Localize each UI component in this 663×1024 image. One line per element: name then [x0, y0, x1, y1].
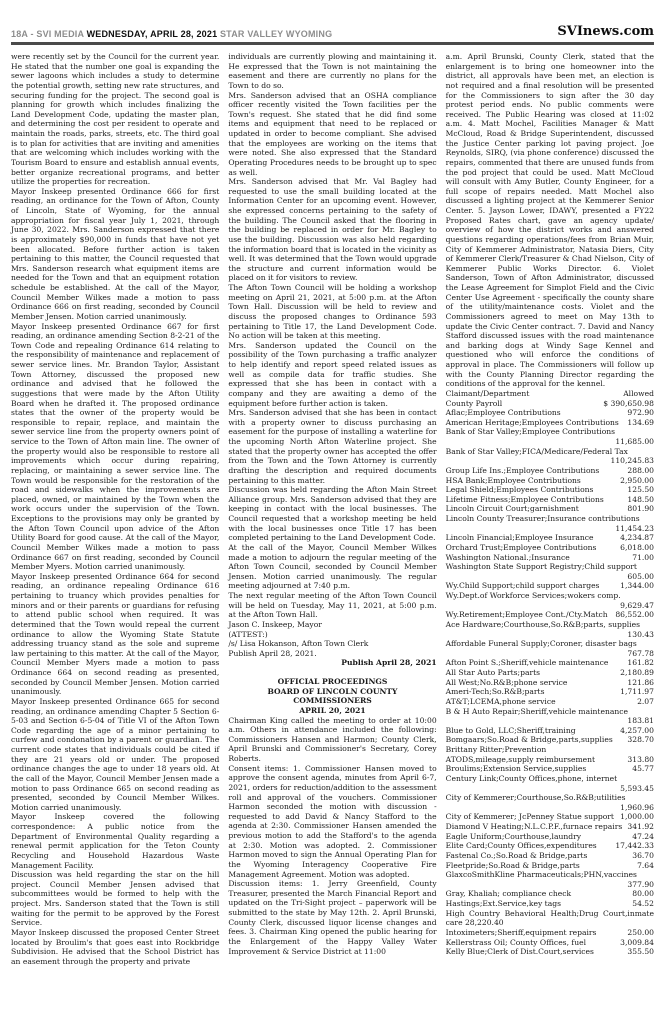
ledger-amount: 71.00 [632, 552, 654, 562]
ledger-row [446, 476, 654, 486]
paragraph [228, 283, 436, 341]
ledger-amount: 377.90 [627, 879, 654, 889]
ledger-amount: 11,454.23 [615, 523, 654, 533]
ledger-row-stacked [446, 870, 654, 889]
ledger-label: Bank of Star Valley;Employee Contributions [445, 427, 616, 437]
ledger-amount: 250.00 [627, 927, 654, 937]
block-text: Mrs. Sanderson advised that an OSHA compliance officer recently visited the Town facilities per the Town's request. She stated that he did find some items and equipment that need to be replaced or updated in order to become compliant. She advised that the employees are working on the items that were noted. She also expressed that the Standard Operating Procedures needs to be brought up to spec as well. [228, 90, 437, 177]
ledger-row [446, 861, 654, 871]
ledger-label: Eagle Uniform;Courthouse,laundry [445, 831, 582, 841]
ledger-row-wrapped [446, 745, 654, 764]
ledger-amount: 6,018.00 [620, 542, 654, 552]
ledger-label: Orchard Trust;Employee Contributions [445, 542, 597, 552]
ledger-amount: 341.92 [627, 822, 654, 831]
section-heading [228, 687, 436, 706]
ledger-row [446, 399, 654, 409]
section-heading [228, 677, 436, 687]
ledger-amount: 134.69 [627, 417, 654, 427]
ledger-label: Kellerstrass Oil; County Offices, fuel [445, 937, 587, 947]
ledger-amount: $ 390,650.98 [603, 398, 654, 408]
ledger-label: Washington National.;Insurance [445, 552, 570, 562]
ledger-row-stacked [446, 427, 654, 446]
block-text: High Country Behavioral Health;Drug Court,inmate care 28,220.40 [445, 908, 654, 928]
paragraph [228, 716, 436, 764]
ledger-amount: 1,344.00 [620, 581, 654, 591]
ledger-label: Brittany Ritter;Prevention ATODS,mileage,supply reimbursement [445, 745, 596, 764]
ledger-label: Ace Hardware;Courthouse,So.R&B;parts, supplies [445, 619, 640, 629]
block-text: At the call of the Mayor, Council Member Wilkes made a motion to adjourn the regular meeting of the Afton Town Council, seconded by Council Member Jensen. Motion carried unanimously. The regular meeting adjourned at 7:40 p.m. [228, 542, 437, 591]
ledger-amount: 1,000.00 [620, 812, 654, 822]
ledger-amount: 86,552.00 [615, 610, 654, 620]
paragraph [228, 764, 436, 880]
ledger-row [446, 408, 654, 418]
ledger-row-stacked [446, 562, 654, 581]
block-text: Mayor Inskeep covered the following correspondence: A public notice from the Department of Environmental Quality regarding a renewal permit application for the Teton County Recycling and Household Hazardous Waste Management Facility. [11, 812, 220, 870]
ledger-row [446, 764, 654, 774]
block-text: BOARD OF LINCOLN COUNTY COMMISSIONERS [267, 686, 398, 706]
block-text: The next regular meeting of the Afton Town Council will be held on Tuesday, May 11, 2021, at 5:00 p.m. at the Afton Town Hall. [228, 591, 437, 620]
ledger-amount: Allowed [623, 388, 654, 398]
paragraph [11, 697, 219, 813]
block-text: Jason C. Inskeep, Mayor [228, 619, 322, 629]
ledger-row-stacked [446, 591, 654, 610]
ledger-amount: 1,960.96 [620, 802, 654, 812]
ledger-row-stacked [446, 793, 654, 812]
ledger-row-stacked [446, 514, 654, 533]
ledger-amount: 17,442.33 [615, 841, 654, 851]
paragraph [446, 909, 654, 928]
spacer [228, 668, 436, 677]
paragraph [228, 408, 436, 485]
ledger-row [446, 726, 654, 736]
ledger-label: Wy.Retirement;Employee Cont./Cty.Match [445, 610, 608, 620]
column-1 [11, 52, 219, 966]
ledger-row [446, 687, 654, 697]
ledger-row [446, 889, 654, 899]
ledger-amount: 5,593.45 [620, 783, 654, 793]
ledger-row [446, 610, 654, 620]
paragraph [11, 187, 219, 322]
ledger-label: Wy.Child Support;child support charges [445, 581, 600, 591]
block-text: Mrs. Sanderson updated the Council on the possibility of the Town purchasing a traffic analyzer to help identify and report speed related issues as well as compile data for traffic studies. She expressed that she has been in contact with a company and they are awaiting a demo of the equipment before further action is taken. [228, 340, 437, 408]
issue-date: WEDNESDAY, APRIL 28, 2021 [86, 29, 218, 39]
ledger-amount: 1,711.97 [620, 687, 654, 697]
ledger-amount: 605.00 [627, 571, 654, 581]
ledger-row [446, 678, 654, 688]
ledger-label: Fleetpride;So.Road & Bridge,parts [445, 860, 580, 870]
paragraph [11, 572, 219, 697]
ledger-label: Claimant/Department [445, 388, 530, 398]
block-text: Discussion was held regarding the Afton Main Street Alliance group. Mrs. Sanderson advised that they are keeping in contact with the local businesses. The Council requested that a workshop meeting be held with the local businesses once Title 17 has been completed pertaining to the Land Development Code. [228, 485, 437, 543]
block-text: Mayor Inskeep presented Ordinance 666 for first reading, an ordinance for the Town of Afton, County of Lincoln, State of Wyoming, for the annual appropriation for fiscal year July 1, 2021, through June 30, 2022. Mrs. Sanderson expressed that there is approximately $90,000 in funds that have not yet been allocated. Before further action is taken pertaining to this matter, the Council requested that Mrs. Sanderson research what equipment items are needed for the Town and that an equipment rotation schedule be established. At the call of the Mayor, Council Member Wilkes made a motion to pass Ordinance 666 on first reading, seconded by Council Member Jensen. Motion carried unanimously. [11, 186, 220, 321]
ledger-label: GlaxcoSmithKline Pharmaceuticals;PHN,vaccines [445, 870, 637, 880]
ledger-label: Aflac;Employee Contributions [445, 408, 561, 418]
ledger-header-row [446, 389, 654, 399]
paragraph [228, 341, 436, 408]
ledger-amount: 130.43 [627, 629, 654, 639]
block-text: were recently set by the Council for the current year. He stated that the number one goal is expanding the sewer lagoons which includes a study to determine the potential growth, setting new rate structures, and securing funding for the project. The second goal is planning for growth which includes finalizing the Land Development Code, updating the master plan, and determining the cost per resident to operate and maintain the roads, parks, streets, etc. The third goal is to plan for activities that are inviting and amenities that are welcoming which includes working with the Tourism Board to ensure and establish annual events, better organize recreational programs, and better utilize the properties for recreation. [11, 52, 220, 187]
ledger-label: Diamond V Heating;N.L.C.P.F.,furnace repairs [445, 822, 623, 831]
ledger-label: Lincoln County Treasurer;Insurance contributions [445, 514, 640, 523]
ledger-amount: 148.50 [627, 494, 654, 504]
block-text: APRIL 20, 2021 [299, 705, 366, 715]
block-text: (ATTEST:) [228, 629, 268, 639]
ledger-label: Lincoln Financial;Employee Insurance [445, 533, 594, 543]
ledger-amount: 47.24 [632, 831, 654, 841]
ledger-amount: 125.50 [627, 485, 654, 495]
ledger-label: Broulims;Extension Service,supplies [445, 764, 587, 774]
ledger-row [446, 947, 654, 957]
ledger-label: Afton Point S.;Sheriff,vehicle maintenance [445, 658, 609, 668]
article-columns [11, 52, 654, 966]
ledger-amount: 328.70 [627, 735, 654, 745]
ledger-row-stacked [446, 707, 654, 726]
ledger-label: B & H Auto Repair;Sheriff,vehicle maintenance [445, 706, 629, 716]
ledger-row [446, 495, 654, 505]
ledger-label: Ameri-Tech;So.R&B;parts [445, 687, 545, 697]
ledger-row [446, 553, 654, 563]
ledger-label: All West;No.R&B;phone service [445, 677, 568, 687]
block-text: Mayor Inskeep presented Ordinance 665 for second reading, an ordinance amending Chapter 5 Section 6-5-03 and Section 6-5-04 of Title VI of the Afton Town Code regarding the age of a minor pertaining to curfew and condonation by a parent or guardian. The current code states that individuals could be cited if they are 21 years old or under. The proposed ordinance changes the age to under 18 years old. At the call of the Mayor, Council Member Jensen made a motion to pass Ordinance 665 on second reading as presented, seconded by Council Member Wilkes. Motion carried unanimously. [11, 696, 220, 812]
ledger-row-stacked [446, 774, 654, 793]
ledger-label: Intoximeters;Sheriff,equipment repairs [445, 927, 597, 937]
ledger-amount: 36.70 [632, 850, 654, 860]
ledger-row [446, 581, 654, 591]
ledger-row [446, 841, 654, 851]
block-text: individuals are currently plowing and maintaining it. He expressed that the Town is not maintaining the easement and there are currently no plans for the Town to do so. [228, 52, 437, 90]
paragraph [228, 52, 436, 91]
ledger-amount: 11,685.00 [615, 437, 654, 446]
publication-location: STAR VALLEY WYOMING [219, 29, 333, 39]
ledger-row [446, 832, 654, 842]
block-text: Discussion was held regarding the star on the hill project. Council Member Jensen advised that subcommittees would be formed to help with the project. Mrs. Sanderson stated that the Town is still waiting for the permit to be approved by the Forest Service. [11, 870, 220, 928]
block-text: The Afton Town Council will be holding a workshop meeting on April 21, 2021, at 5:00 p.m. at the Afton Town Hall. Discussion will be held to review and discuss the proposed changes to Ordinance 593 pertaining to Title 17, the Land Development Code. No action will be taken at this meeting. [228, 283, 437, 341]
block-text: Discussion items: 1. Jerry Greenfield, County Treasurer, presented the March Financial Report and updated on the Tri-Sight project – paperwork will be submitted to the state by May 12th. 2. April Brunski, County Clerk, discussed liquor license changes and fees. 3. Chairman King opened the public hearing for the Enlargement of the Happy Valley Water Improvement & Service District at 11:00 [228, 879, 437, 956]
ledger-amount: 9,629.47 [620, 600, 654, 610]
ledger-label: Bank of Star Valley;FICA/Medicare/Federal Tax [445, 446, 628, 456]
ledger-label: County Payroll [445, 398, 503, 408]
column-2 [228, 52, 436, 966]
block-text: Mayor Inskeep presented Ordinance 664 for second reading, an ordinance repealing Ordinance 616 pertaining to truancy which provides penalties for minors and or their parents or guardians for refusing to attend public school when required. It was determined that the Town would repeal the current ordinance to allow the Wyoming State Statute addressing truancy stand as the sole and supreme law pertaining to this matter. At the call of the Mayor, Council Member Myers made a motion to pass Ordinance 664 on second reading as presented, seconded by Council Member Jensen. Motion carried unanimously. [11, 571, 220, 697]
paragraph [228, 649, 436, 659]
ledger-label: Group Life Ins.;Employee Contributions [445, 465, 600, 475]
ledger-label: American Heritage;Employees Contributions [445, 417, 619, 427]
ledger-row [446, 543, 654, 553]
ledger-amount: 121.86 [627, 677, 654, 687]
block-text: OFFICIAL PROCEEDINGS [277, 677, 388, 686]
masthead-left [11, 29, 332, 39]
ledger-label: Gray, Khaliah; compliance check [445, 889, 572, 899]
ledger-label: City of Kemmerer;Courthouse,So.R&B;utilities [445, 793, 626, 803]
paragraph [11, 928, 219, 967]
ledger-label: Elite Card;County Offices,expenditures [445, 841, 597, 851]
ledger-amount: 313.80 [627, 754, 654, 764]
ledger-amount: 4,234.87 [620, 533, 654, 543]
masthead [11, 24, 654, 45]
ledger-row [446, 485, 654, 495]
ledger-amount: 110,245.83 [610, 456, 654, 466]
ledger-label: Blue to Gold, LLC;Sheriff,training [445, 725, 576, 735]
ledger-amount: 183.81 [627, 716, 654, 726]
ledger-row [446, 504, 654, 514]
ledger-amount: 972.90 [627, 408, 654, 418]
block-text: /s/ Lisa Hokanson, Afton Town Clerk [228, 639, 369, 649]
paragraph [228, 177, 436, 283]
ledger-label: Wy.Dept.of Workforce Services;wokers comp. [445, 591, 621, 600]
ledger-label: Lincoln Circuit Court;garnishment [445, 504, 579, 514]
ledger-label: All Star Auto Parts;parts [445, 668, 541, 677]
ledger-row [446, 668, 654, 678]
ledger-amount: 2,950.00 [620, 475, 654, 485]
ledger-row-stacked [446, 620, 654, 639]
block-text: Publish April 28, 2021. [228, 648, 317, 658]
ledger-label: Legal Shield;Employees Contributions [445, 485, 594, 495]
ledger-label: Affordable Funeral Supply;Coroner, disaster bags [445, 639, 637, 649]
paragraph [228, 591, 436, 620]
ledger-amount: 2,180.89 [620, 668, 654, 677]
ledger-row [446, 899, 654, 909]
ledger-row [446, 533, 654, 543]
ledger-amount: 767.78 [627, 648, 654, 658]
publish-line [228, 658, 436, 668]
paragraph [228, 639, 436, 649]
block-text: a.m. April Brunski, County Clerk, stated that the enlargement is to bring one homeowner into the district, all approvals have been met, an election is not required and a final resolution will be presented for the Commissioners to sign after the 30 day protest period ends. No public comments were received. The Public Hearing was closed at 11:02 a.m. 4. Matt Mochel, Facilities Manager & Matt McCloud, Road & Bridge Superintendent, discussed the Justice Center parking lot paving project. Joe Reynolds, SIRQ, (via phone conference) discussed the repairs, commented that there are unused funds from the pod project that could be used. Matt McCloud will consult with Amy Butler, County Engineer, for a full scope of repairs needed. Matt Mochel also discussed a lighting project at the Kemmerer Senior Center. 5. Jayson Lower, IDAWY, presented a FY22 Proposed Rates chart, gave an agency update/ overview of how the district works and answered questions regarding operations/fees from Brian Muir, City of Kemmerer Administrator, Natasia Diers, City of Kemmerer Clerk/Treasurer & Chad Nielson, City of Kemmerer Public Works Director. 6. Violet Sanderson, Town of Afton Administrator, discussed the Lease Agreement for Simplot Field and the Civic Center Use Agreement - specifically the county share of the utility/maintenance costs. Violet and the Commissioners agreed to meet on May 13th to update the Civic Center contract. 7. David and Nancy Stafford discussed issues with the road maintenance and barking dogs at Windy Sage Kennel and questioned who will enforce the conditions of approval in place. The Commissioners will follow up with the County Planning Director regarding the conditions of the approval for the kennel. [445, 52, 654, 389]
ledger-row-stacked [446, 639, 654, 658]
ledger-row [446, 822, 654, 832]
ledger-label: City of Kemmerer; JcPenney Statue support [445, 812, 614, 822]
block-text: Consent items: 1. Commissioner Hansen moved to approve the consent agenda, minutes from April 6-7, 2021, orders for reduction/addition to the assessment roll and approval of the vouchers. Commissioner Harmon seconded the motion with discussion - requested to add David & Nancy Stafford to the agenda at 2:30. Commissioner Hansen amended the previous motion to add the Stafford's to the agenda at 2:30. Motion was adopted. 2. Commissioner Harmon moved to sign the Annual Operating Plan for the Wyoming Interagency Cooperative Fire Management Agreement. Motion was adopted. [228, 763, 437, 879]
ledger-amount: 3,009.84 [620, 937, 654, 947]
ledger-row [446, 466, 654, 476]
ledger-amount: 80.00 [632, 889, 654, 899]
paragraph [228, 91, 436, 178]
paragraph [446, 52, 654, 389]
ledger-row [446, 418, 654, 428]
ledger-amount: 2.07 [637, 696, 654, 706]
paragraph [228, 485, 436, 543]
paragraph [11, 812, 219, 870]
block-text: Mayor Inskeep presented Ordinance 667 for first reading, an ordinance amending Section 8-2-21 of the Town Code and repealing Ordinance 614 relating to the responsibility of maintenance and replacement of sewer service lines. Mr. Brandon Taylor, Assistant Town Attorney, discussed the proposed new ordinance and advised that he followed the suggestions that were made by the Afton Utility Board when he drafted it. The proposed ordinance states that the owner of the property would be responsible to repair, replace, and maintain the sewer service line from the property owners point of service to the Town of Afton main line. The owner of the property would also be responsible to restore all improvements which occur during repairing, replacing, or maintaining a sewer service line. The Town would be responsible for the restoration of the road and sidewalks when the improvements are placed, owned, or maintained by the Town when the work occurs under the supervision of the Town. Exceptions to the provisions may only be granted by the Afton Town Council upon advice of the Afton Utility Board for good cause. At the call of the Mayor, Council Member Wilkes made a motion to pass Ordinance 667 on first reading, seconded by Council Member Myers. Motion carried unanimously. [11, 321, 220, 572]
paragraph [11, 870, 219, 928]
block-text: Chairman King called the meeting to order at 10:00 a.m. Others in attendance included the following: Commissioners Hansen and Harmon; County Clerk, April Brunski and Commissioner's Secretary, Corey Roberts. [228, 715, 437, 763]
ledger-amount: 161.82 [627, 658, 654, 668]
paragraph [228, 630, 436, 640]
ledger-row [446, 928, 654, 938]
ledger-label: Bomgaars;So.Road & Bridge,parts,supplies [445, 735, 613, 745]
ledger-label: Fastenal Co.;So.Road & Bridge,parts [445, 850, 588, 860]
ledger-amount: 45.77 [632, 764, 654, 774]
ledger-label: Century Link;County Offices,phone, internet [445, 773, 618, 783]
ledger-row [446, 697, 654, 707]
ledger-label: Washington State Support Registry;Child support [445, 562, 637, 572]
block-text: Mayor Inskeep discussed the proposed Center Street located by Broulim's that goes east into Rockbridge Subdivision. He advised that the School District has an easement through the property and private [11, 927, 220, 966]
block-text: Publish April 28, 2021 [341, 658, 437, 668]
block-text: Mrs. Sanderson advised that Mr. Val Bagley had requested to use the small building located at the Information Center for an upcoming event. However, she expressed concerns pertaining to the safety of the building. The Council asked that the flooring in the building be replaced in order for Mr. Bagley to use the building. Discussion was also held regarding the information board that is located in the vicinity as well. It was determined that the Town would upgrade the structure and current information would be placed on it for visitors to review. [228, 177, 437, 283]
ledger-row [446, 812, 654, 822]
website-name: SVInews.com [557, 24, 654, 39]
ledger-row [446, 735, 654, 745]
ledger-label: Lifetime Fitness;Employee Contributions [445, 494, 604, 504]
ledger-label: HSA Bank;Employee Contributions [445, 475, 581, 485]
ledger-amount: 4,257.00 [620, 725, 654, 735]
section-heading [228, 706, 436, 716]
ledger-row [446, 851, 654, 861]
ledger-amount: 7.64 [637, 860, 654, 870]
paragraph [11, 322, 219, 572]
ledger-amount: 801.90 [627, 504, 654, 514]
page-number-brand: 18A - SVI MEDIA [11, 29, 84, 39]
ledger-label: AT&T;LCEMA,phone service [445, 696, 556, 706]
paragraph [228, 543, 436, 591]
ledger-amount: 54.52 [632, 899, 654, 908]
ledger-label: Hastings;Ext.Service,key tags [445, 899, 562, 908]
paragraph [11, 52, 219, 187]
block-text: Mrs. Sanderson advised that she has been in contact with a property owner to discuss purchasing an easement for the purpose of installing a waterline for the upcoming North Afton Waterline project. She stated that the property owner has accepted the offer from the Town and the Town Attorney is currently drafting the description and required documents pertaining to this matter. [228, 408, 437, 485]
ledger-amount: 288.00 [627, 465, 654, 475]
column-3 [446, 52, 654, 966]
ledger-amount: 355.50 [627, 947, 654, 957]
ledger-row-stacked [446, 447, 654, 466]
paragraph [228, 620, 436, 630]
ledger-label: Kelly Blue;Clerk of Dist.Court,services [445, 947, 594, 957]
ledger-row [446, 938, 654, 948]
paragraph [228, 879, 436, 956]
ledger-row [446, 658, 654, 668]
